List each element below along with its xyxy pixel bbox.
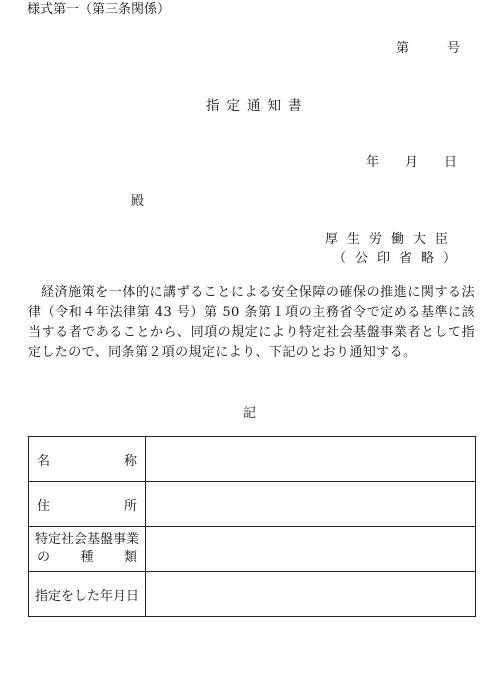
value-address (146, 482, 476, 527)
value-business-type (146, 527, 476, 572)
table-row (29, 437, 476, 482)
seal-omitted-note: （公印省略） (333, 251, 466, 266)
form-number-label: 様式第一（第三条関係） (27, 2, 171, 17)
label-char: 所 (123, 498, 137, 514)
issue-date (366, 151, 457, 170)
label-char: 種 (80, 550, 94, 565)
label-char: 類 (123, 550, 137, 565)
table-row (29, 527, 476, 572)
details-table (28, 436, 476, 617)
value-designation-date (146, 572, 476, 617)
issuer-name: 厚生労働大臣 (325, 232, 458, 247)
label-business-type (29, 527, 146, 572)
ki-heading: 記 (243, 406, 257, 421)
label-line: 特定社会基盤事業 (35, 532, 140, 547)
label-char: の (37, 550, 51, 565)
label-char: 住 (37, 498, 51, 514)
date-year: 年 (366, 155, 380, 170)
document-title: 指定通知書 (206, 98, 309, 114)
label-name (29, 437, 146, 482)
value-name (146, 437, 476, 482)
notice-body: 経済施策を一体的に講ずることによる安全保障の確保の推進に関する法律（令和４年法律第 43 号）第 50 条第１項の主務省令で定める基準に該当する者であることから、同項の規定により特定社会基盤事業者として指定したので、同条第２項の規定により、下記のとおり通知する。 (28, 285, 475, 360)
document-number (396, 37, 460, 56)
label-designation-date: 指定をした年月日 (29, 572, 146, 617)
number-prefix: 第 (396, 41, 410, 56)
date-month: 月 (405, 155, 419, 170)
label-char: 名 (37, 453, 51, 469)
table-row (29, 482, 476, 527)
date-day: 日 (444, 155, 458, 170)
table-row (29, 572, 476, 617)
number-suffix: 号 (447, 41, 461, 56)
addressee-honorific: 殿 (131, 194, 145, 209)
label-address (29, 482, 146, 527)
label-char: 称 (123, 453, 137, 469)
